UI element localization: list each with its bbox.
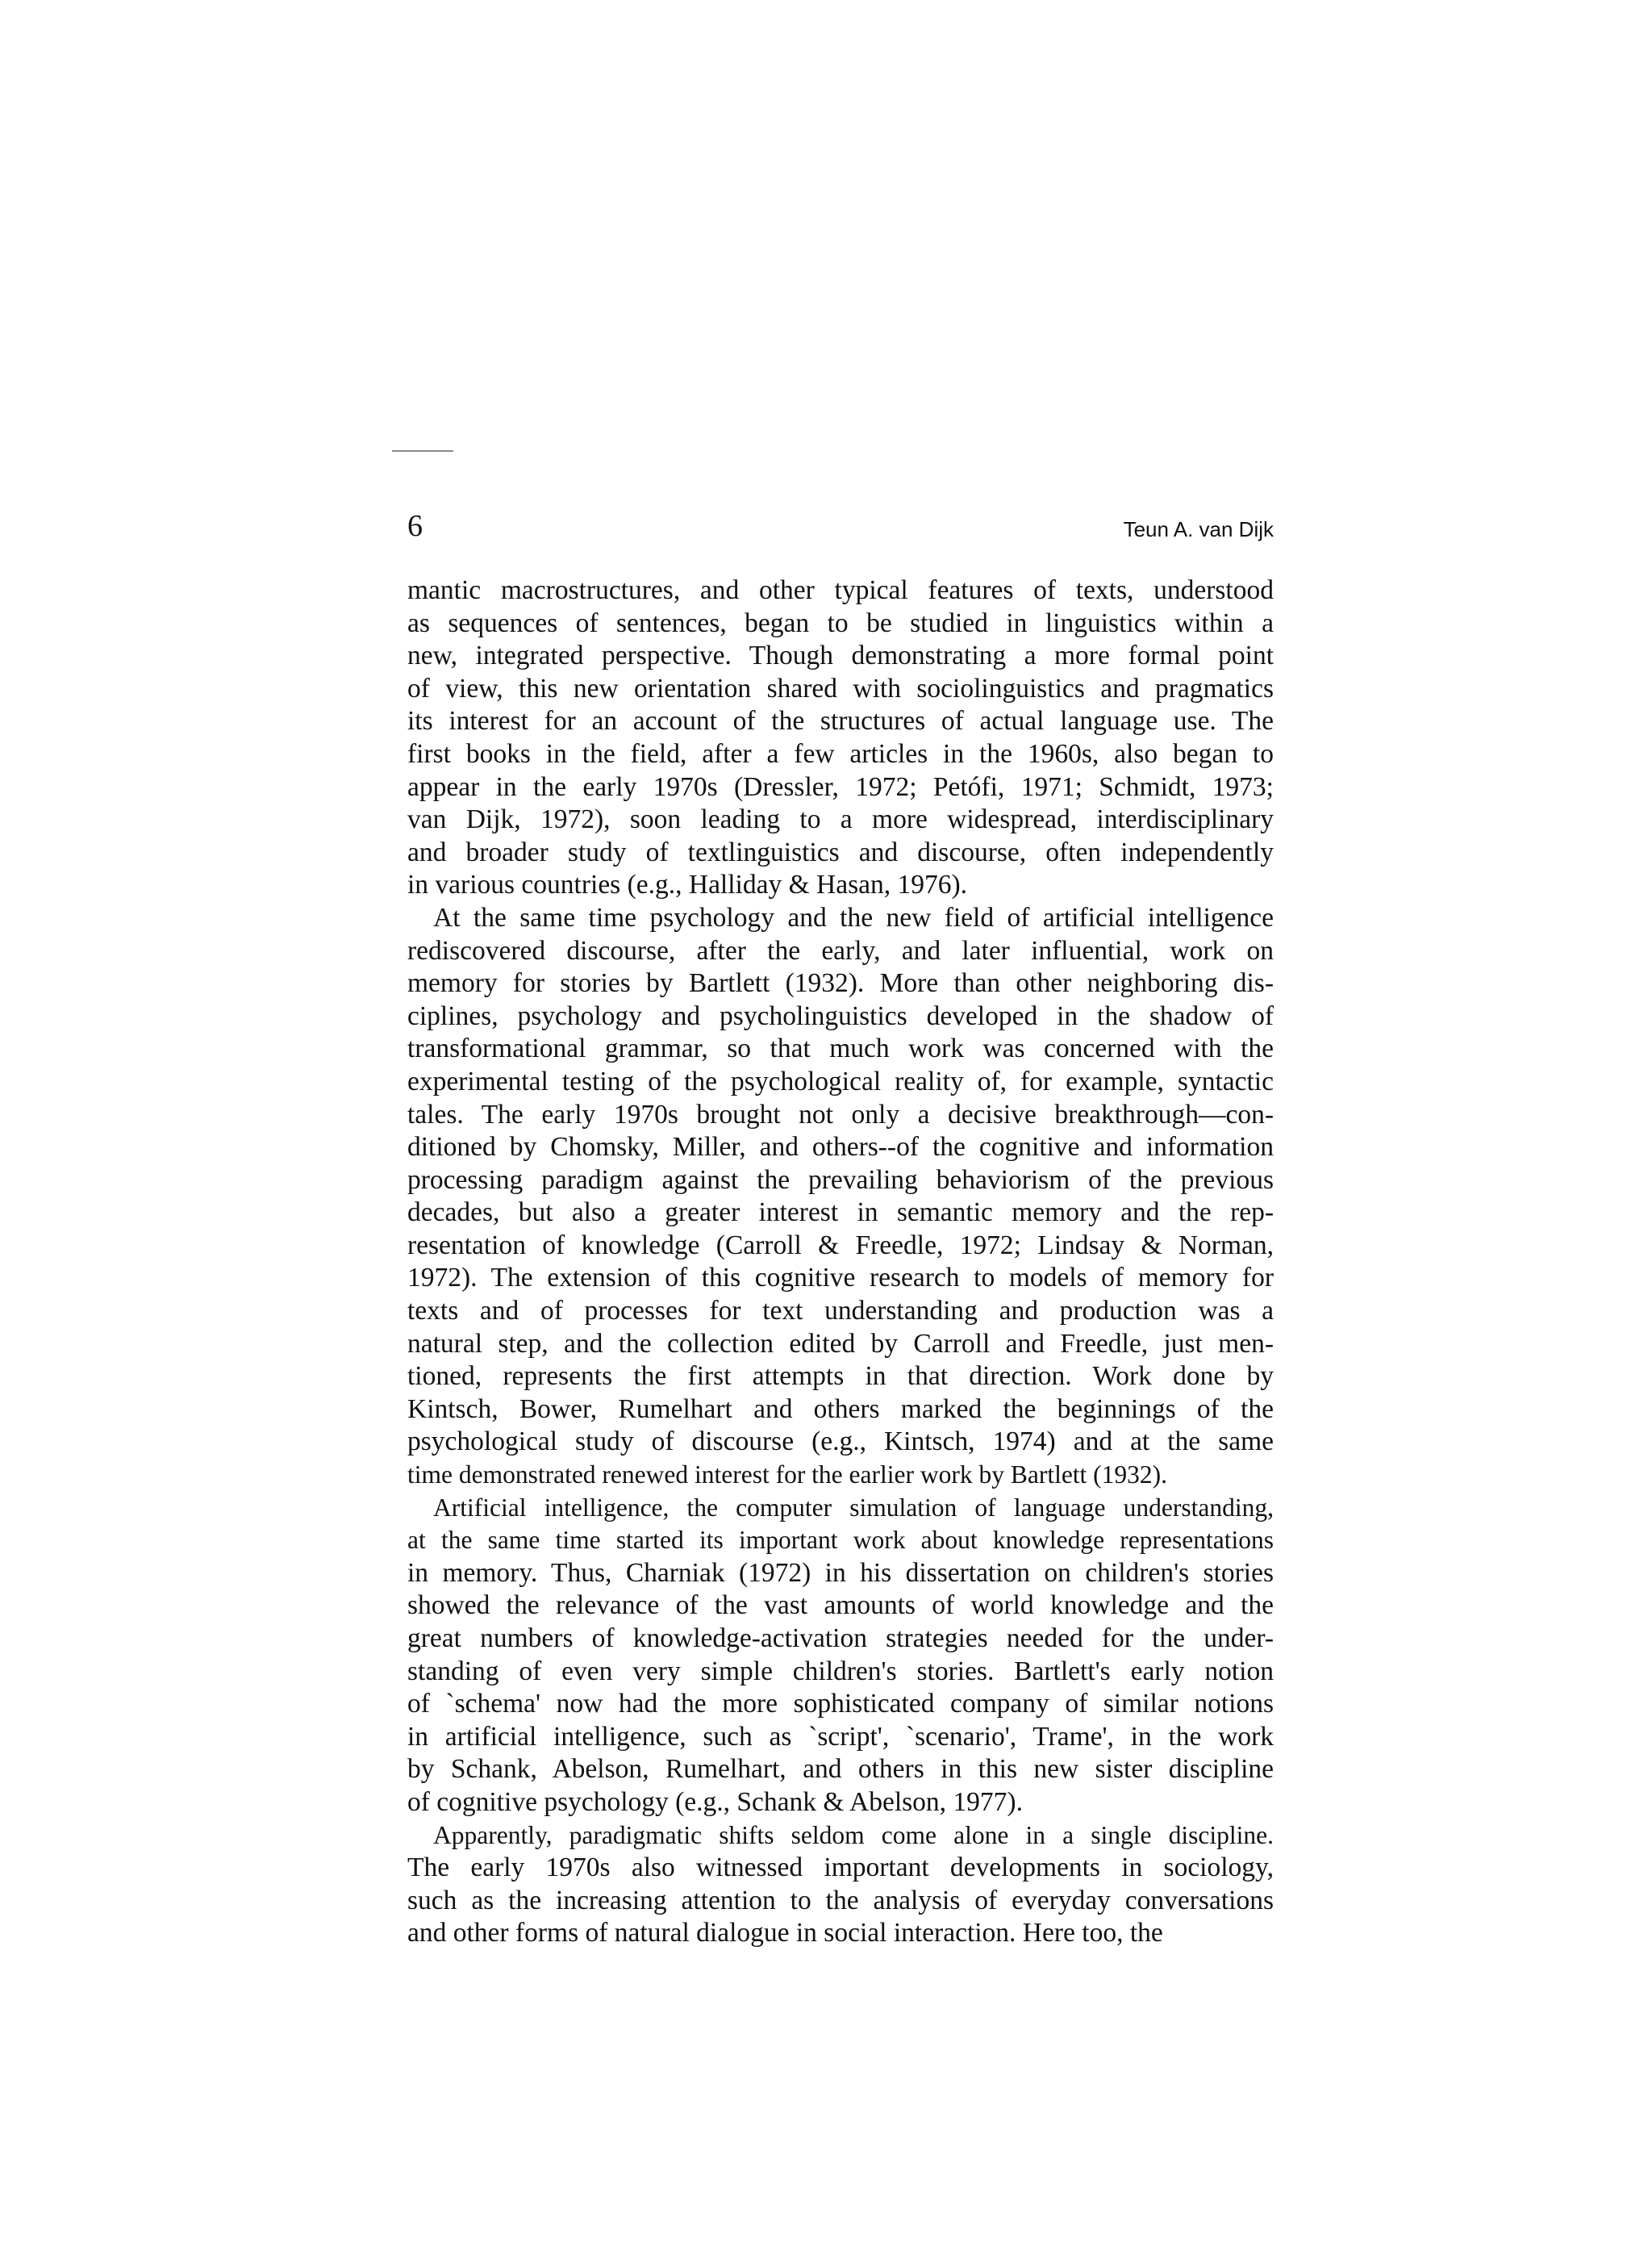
text-line: at the same time started its important work about knowledge representations	[407, 1526, 1274, 1555]
text-line: ditioned by Chomsky, Miller, and others--of the cognitive and information	[407, 1132, 1274, 1163]
text-line: in various countries (e.g., Halliday & Hasan, 1976).	[407, 870, 968, 900]
text-line: Artificial intelligence, the computer simulation of language understanding,	[433, 1493, 1274, 1522]
text-line: The early 1970s also witnessed important developments in sociology,	[407, 1852, 1274, 1883]
text-line: texts and of processes for text understanding and production was a	[407, 1296, 1274, 1326]
text-line: psychological study of discourse (e.g., Kintsch, 1974) and at the same	[407, 1426, 1274, 1457]
text-line: such as the increasing attention to the analysis of everyday conversations	[407, 1885, 1274, 1915]
text-line: rediscovered discourse, after the early, and later influential, work on	[407, 935, 1274, 966]
text-line: resentation of knowledge (Carroll & Freedle, 1972; Lindsay & Norman,	[407, 1230, 1274, 1260]
text-line: as sequences of sentences, began to be studied in linguistics within a	[407, 608, 1274, 638]
text-line: great numbers of knowledge-activation strategies needed for the under-	[407, 1623, 1274, 1653]
paragraph	[407, 1492, 1274, 1819]
text-line: Kintsch, Bower, Rumelhart and others marked the beginnings of the	[407, 1393, 1274, 1424]
text-line: its interest for an account of the structures of actual language use. The	[407, 706, 1274, 737]
text-line: transformational grammar, so that much work was concerned with the	[407, 1034, 1274, 1064]
body-text	[407, 574, 1274, 1950]
text-line: new, integrated perspective. Though demonstrating a more formal point	[407, 641, 1274, 671]
text-line: At the same time psychology and the new field of artificial intelligence	[433, 902, 1274, 933]
text-line: and other forms of natural dialogue in social interaction. Here too, the	[407, 1918, 1163, 1948]
text-line: mantic macrostructures, and other typical features of texts, understood	[407, 575, 1274, 605]
text-line: appear in the early 1970s (Dressler, 1972; Petófi, 1971; Schmidt, 1973;	[407, 771, 1274, 802]
text-line: tales. The early 1970s brought not only a decisive breakthrough—con-	[407, 1099, 1274, 1130]
text-line: processing paradigm against the prevailing behaviorism of the previous	[407, 1164, 1274, 1195]
text-line: memory for stories by Bartlett (1932). More than other neighboring dis-	[407, 968, 1274, 999]
text-line: first books in the field, after a few articles in the 1960s, also began to	[407, 738, 1274, 769]
text-line: and broader study of textlinguistics and discourse, often independently	[407, 837, 1274, 867]
text-line: in memory. Thus, Charniak (1972) in his dissertation on children's stories	[407, 1557, 1274, 1588]
text-line: tioned, represents the first attempts in that direction. Work done by	[407, 1361, 1274, 1392]
text-line: experimental testing of the psychological reality of, for example, syntactic	[407, 1066, 1274, 1096]
text-line: Apparently, paradigmatic shifts seldom come alone in a single discipline.	[433, 1820, 1274, 1849]
paragraph	[407, 902, 1274, 1492]
text-line: 1972). The extension of this cognitive research to models of memory for	[407, 1263, 1274, 1293]
text-line: natural step, and the collection edited by Carroll and Freedle, just men-	[407, 1328, 1274, 1359]
page-number: 6	[407, 509, 423, 543]
text-line: by Schank, Abelson, Rumelhart, and others in this new sister discipline	[407, 1754, 1274, 1785]
text-line: standing of even very simple children's stories. Bartlett's early notion	[407, 1656, 1274, 1686]
text-line: decades, but also a greater interest in semantic memory and the rep-	[407, 1197, 1274, 1228]
running-head-author: Teun A. van Dijk	[1123, 517, 1274, 541]
text-line: ciplines, psychology and psycholinguistics developed in the shadow of	[407, 1000, 1274, 1031]
text-line: showed the relevance of the vast amounts of world knowledge and the	[407, 1590, 1274, 1621]
text-line: time demonstrated renewed interest for the earlier work by Bartlett (1932).	[407, 1460, 1168, 1489]
text-line: of cognitive psychology (e.g., Schank & Abelson, 1977).	[407, 1786, 1023, 1817]
text-line: in artificial intelligence, such as `script', `scenario', Trame', in the work	[407, 1721, 1274, 1752]
text-line: of view, this new orientation shared with sociolinguistics and pragmatics	[407, 673, 1274, 704]
text-line: of `schema' now had the more sophisticated company of similar notions	[407, 1689, 1274, 1719]
paragraph	[407, 574, 1274, 902]
paragraph	[407, 1819, 1274, 1950]
text-line: van Dijk, 1972), soon leading to a more widespread, interdisciplinary	[407, 804, 1274, 835]
header-rule	[392, 450, 453, 452]
